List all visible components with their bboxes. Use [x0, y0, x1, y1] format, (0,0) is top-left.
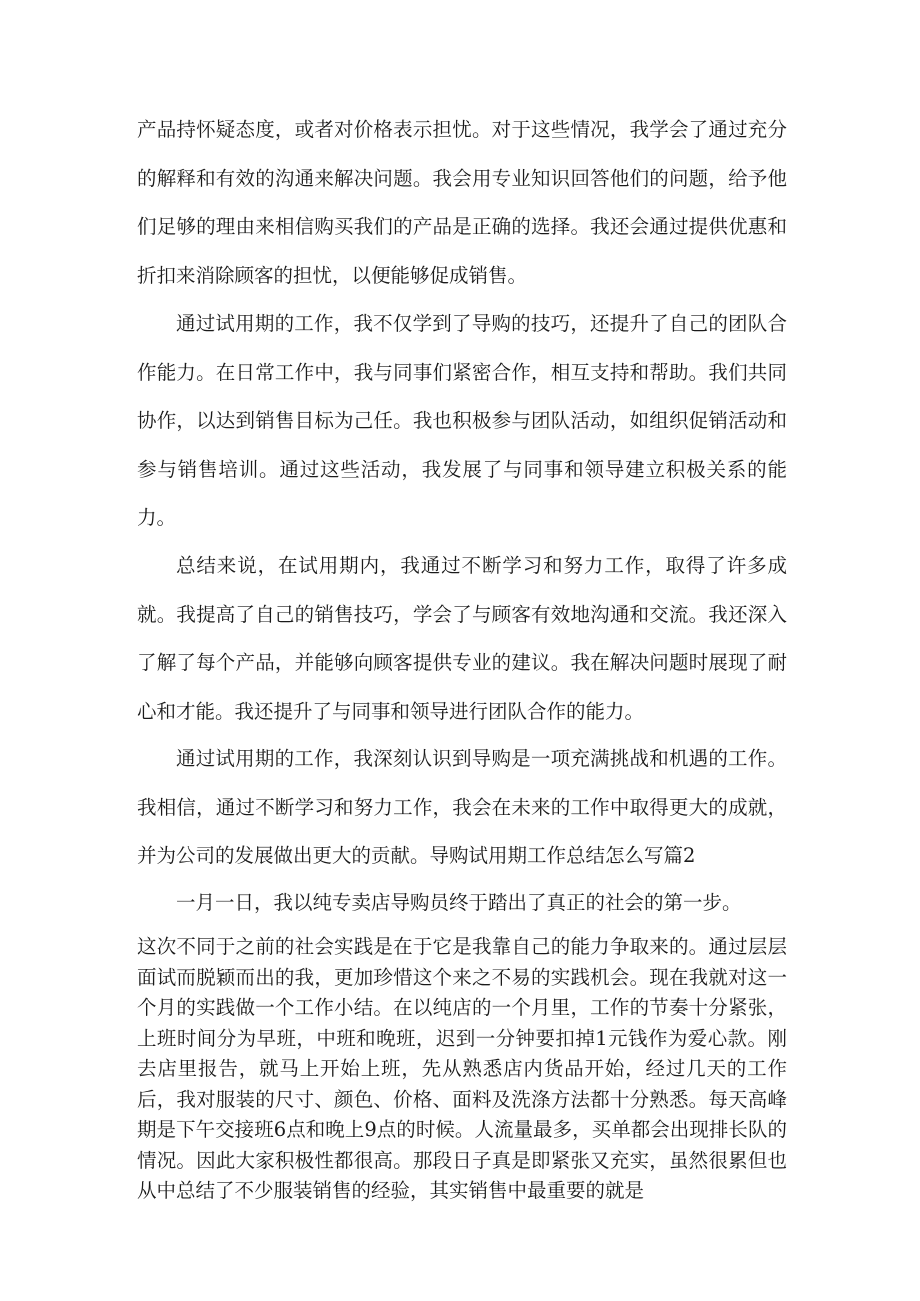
- paragraph-practice-summary: 这次不同于之前的社会实践是在于它是我靠自己的能力争取来的。通过层层面试而脱颖而出的我，更加珍惜这个来之不易的实践机会。现在我就对这一个月的实践做一个工作小结。在以纯店的一个月里，工作的节奏十分紧张，上班时间分为早班，中班和晚班，迟到一分钟要扣掉1元钱作为爱心款。刚去店里报告，就马上开始上班，先从熟悉店内货品开始，经过几天的工作后，我对服装的尺寸、颜色、价格、面料及洗涤方法都十分熟悉。每天高峰期是下午交接班6点和晚上9点的时候。人流量最多，买单都会出现排长队的情况。因此大家积极性都很高。那段日子真是即紧张又充实，虽然很累但也从中总结了不少服装销售的经验，其实销售中最重要的就是: [137, 935, 787, 1202]
- paragraph-summary: 总结来说，在试用期内，我通过不断学习和努力工作，取得了许多成就。我提高了自己的销售技巧，学会了与顾客有效地沟通和交流。我还深入了解了每个产品，并能够向顾客提供专业的建议。我在解决问题时展现了耐心和才能。我还提升了与同事和领导进行团队合作的能力。: [137, 554, 787, 723]
- paragraph-conclusion: 通过试用期的工作，我深刻认识到导购是一项充满挑战和机遇的工作。我相信，通过不断学习和努力工作，我会在未来的工作中取得更大的成就，并为公司的发展做出更大的贡献。导购试用期工作总结怎么写篇2: [137, 747, 787, 867]
- paragraph-first-day: 一月一日，我以纯专卖店导购员终于踏出了真正的社会的第一步。: [176, 891, 742, 914]
- paragraph-customer-concerns: 产品持怀疑态度，或者对价格表示担忧。对于这些情况，我学会了通过充分的解释和有效的沟通来解决问题。我会用专业知识回答他们的问题，给予他们足够的理由来相信购买我们的产品是正确的选择。我还会通过提供优惠和折扣来消除顾客的担忧，以便能够促成销售。: [137, 118, 787, 287]
- paragraph-teamwork: 通过试用期的工作，我不仅学到了导购的技巧，还提升了自己的团队合作能力。在日常工作中，我与同事们紧密合作，相互支持和帮助。我们共同协作，以达到销售目标为己任。我也积极参与团队活动，如组织促销活动和参与销售培训。通过这些活动，我发展了与同事和领导建立积极关系的能力。: [137, 312, 787, 529]
